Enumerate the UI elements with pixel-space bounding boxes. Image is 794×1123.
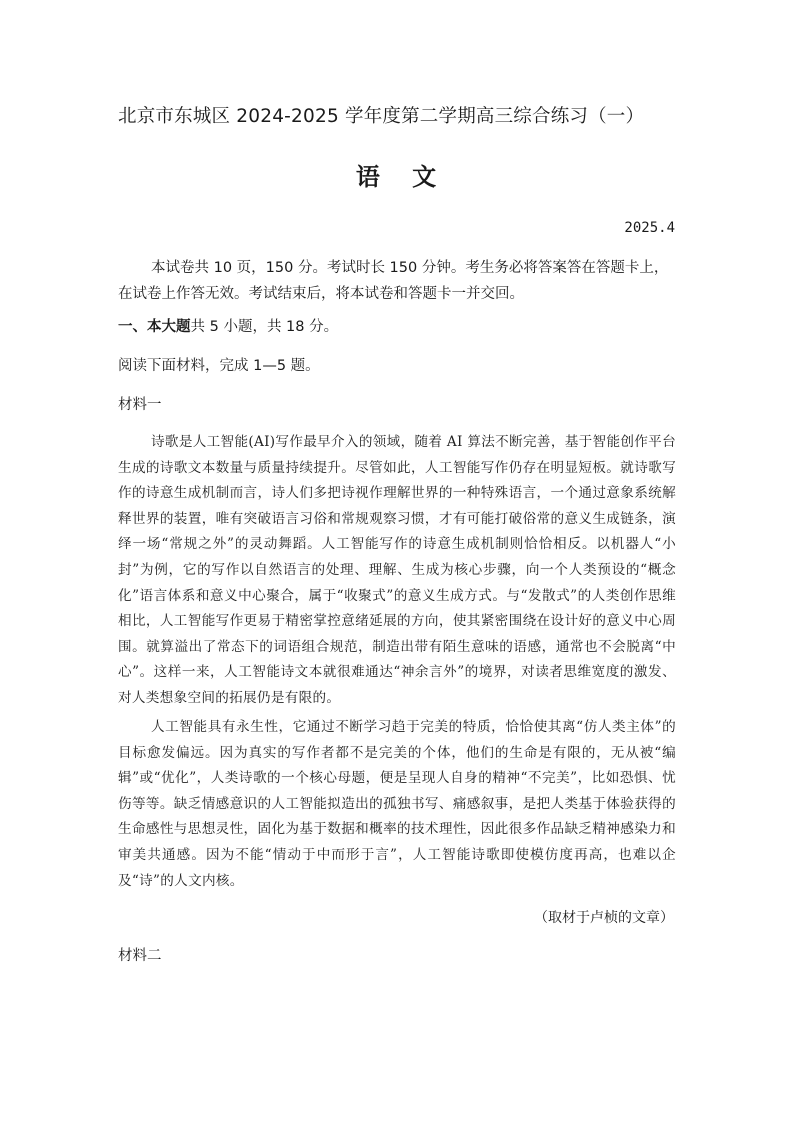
- section-heading-bold: 一、本大题: [118, 319, 191, 335]
- passage-paragraph-2: 人工智能具有永生性，它通过不断学习趋于完美的特质，恰恰使其离“仿人类主体”的目标愈发偏远。因为真实的写作者都不是完美的个体，他们的生命是有限的，无从被“编辑”或“优化”，人类诗歌的一个核心母题，便是呈现人自身的精神“不完美”，比如恐惧、忧伤等等。缺乏情感意识的人工智能拟造出的孤独书写、痛感叙事，是把人类基于体验获得的生命感性与思想灵性，固化为基于数据和概率的技术理性，因此很多作品缺乏精神感染力和审美共通感。因为不能“情动于中而形于言”，人工智能诗歌即使模仿度再高，也难以企及“诗”的人文内核。: [118, 719, 676, 889]
- exam-instructions: 本试卷共 10 页，150 分。考试时长 150 分钟。考生务必将答案答在答题卡上，在试卷上作答无效。考试结束后，将本试卷和答题卡一并交回。: [118, 260, 669, 302]
- task-instruction: 阅读下面材料，完成 1—5 题。: [118, 358, 320, 374]
- material-source: （取材于卢桢的文章）: [534, 910, 674, 926]
- subject-heading: 语 文: [355, 163, 449, 191]
- material-label-2: 材料二: [118, 948, 162, 964]
- section-heading: [118, 316, 338, 338]
- exam-title: 北京市东城区 2024-2025 学年度第二学期高三综合练习（一）: [118, 106, 645, 127]
- material-label-1: 材料一: [118, 397, 162, 413]
- passage-paragraph-1: 诗歌是人工智能(AI)写作最早介入的领域，随着 AI 算法不断完善，基于智能创作平台生成的诗歌文本数量与质量持续提升。尽管如此，人工智能写作仍存在明显短板。就诗歌写作的诗意生成机制而言，诗人们多把诗视作理解世界的一种特殊语言，一个通过意象系统解释世界的装置，唯有突破语言习俗和常规观察习惯，才有可能打破俗常的意义生成链条，演绎一场“常规之外”的灵动舞蹈。人工智能写作的诗意生成机制则恰恰相反。以机器人“小封”为例，它的写作以自然语言的处理、理解、生成为核心步骤，向一个人类预设的“概念化”语言体系和意义中心聚合，属于“收聚式”的意义生成方式。与“发散式”的人类创作思维相比，人工智能写作更易于精密掌控意绪延展的方向，使其紧密围绕在设计好的意义中心周围。就算溢出了常态下的词语组合规范，制造出带有陌生意味的语感，通常也不会脱离“中心”。这样一来，人工智能诗文本就很难通达“神余言外”的境界，对读者思维宽度的激发、对人类想象空间的拓展仍是有限的。: [118, 434, 676, 706]
- exam-date: 2025.4: [624, 220, 675, 236]
- section-heading-rest: 共 5 小题，共 18 分。: [190, 319, 339, 335]
